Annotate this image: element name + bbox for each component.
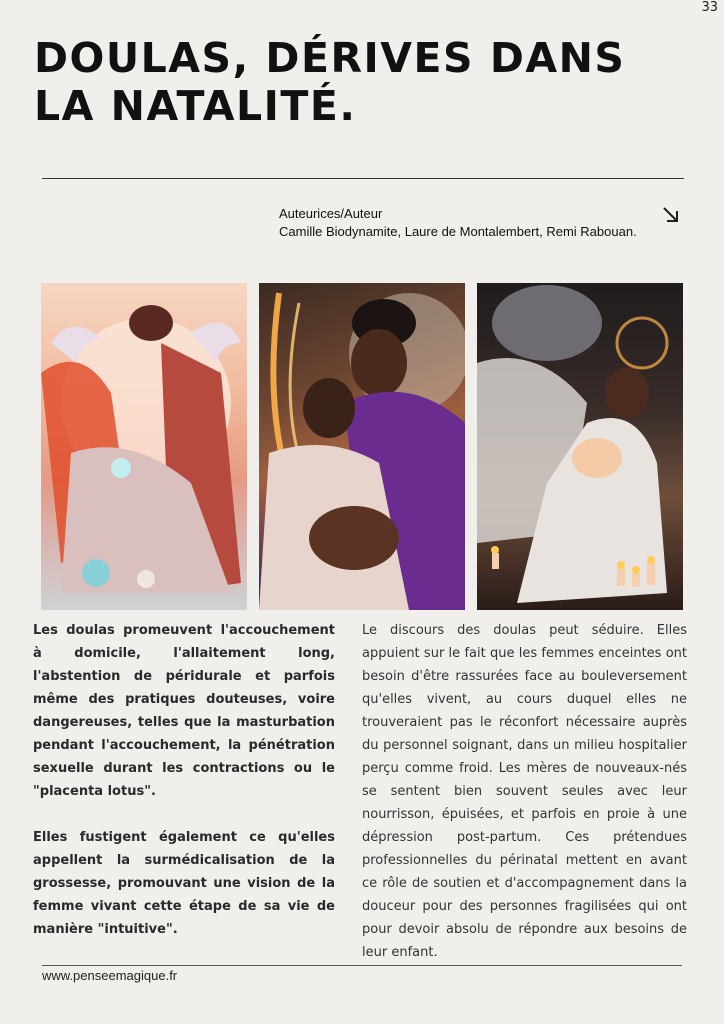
illustration-doula-fantasy [41,283,247,610]
title-line-1: DOULAS, DÉRIVES DANS [34,34,626,82]
page-number: 33 [701,0,718,15]
title-line-2: LA NATALITÉ. [34,82,357,130]
bottom-divider [42,965,682,966]
page-title [34,34,674,130]
arrow-down-right-icon [662,206,680,224]
authors-block [279,205,679,241]
left-paragraph-2: Elles fustigent également ce qu'elles appellent la surmédicalisation de la grossesse, promouvant une vision de la femme vivant cette étape de sa vie de manière "intuitive". [33,830,335,937]
body-column-right [362,619,687,964]
illustration-doula-candles [477,283,683,610]
top-divider [42,178,684,179]
authors-names: Camille Biodynamite, Laure de Montalembert, Remi Rabouan. [279,224,637,239]
right-paragraph-1: Le discours des doulas peut séduire. Elles appuient sur le fait que les femmes enceintes ont besoin d'être rassurées face au bouleversement qu'elles vivent, au cours duquel elles ne trouveraient pas le réconfort nécessaire auprès du personnel soignant, dans un milieu hospitalier perçu comme froid. Les mères de nouveaux-nés se sentent bien souvent seules avec leur nourrisson, épuisées, et parfois en proie à une dépression post-partum. Ces prétendues professionnelles du périnatal mettent en avant ce rôle de soutien et d'accompagnement dans la douceur pour des personnes fragilisées qui ont pour devoir absolu de répondre aux besoins de leur enfant. [362,623,687,960]
body-column-left [33,619,335,964]
left-paragraph-1: Les doulas promeuvent l'accouchement à domicile, l'allaitement long, l'abstention de péridurale et parfois même des pratiques douteuses, voire dangereuses, telles que la masturbation pendant l'accouchement, la pénétration sexuelle durant les contractions ou le "placenta lotus". [33,623,335,799]
authors-label: Auteurices/Auteur [279,206,383,221]
footer-url[interactable]: www.penseemagique.fr [42,968,178,983]
illustration-doula-embrace [259,283,465,610]
